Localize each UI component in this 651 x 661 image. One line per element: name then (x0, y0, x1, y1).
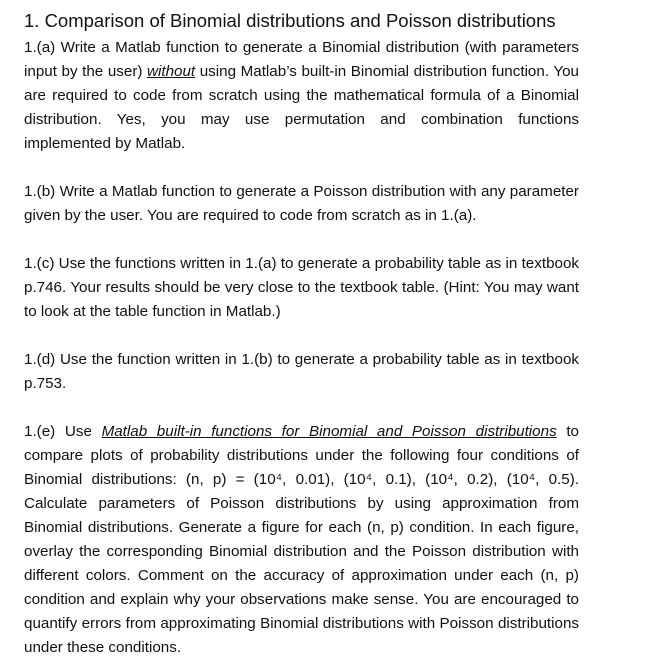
paragraph-1a-text-end: using Matlab’s built-in Binomial distribution function. You are required to code from scratch using the mathematical formula of a Binomial distribution. Yes, you may use permutation and combination functions implemented by Matlab. (24, 63, 579, 152)
paragraph-1d: 1.(d) Use the function written in 1.(b) to generate a probability table as in textbook p.753. (24, 351, 579, 392)
paragraph-1e (24, 420, 579, 660)
paragraph-1a (24, 36, 579, 156)
paragraph-1e-text-start: 1.(e) Use (24, 423, 102, 440)
paragraph-1c: 1.(c) Use the functions written in 1.(a) to generate a probability table as in textbook p.746. Your results should be very close to the textbook table. (Hint: You may want to look at the table function in Matlab.) (24, 255, 579, 320)
emphasis-without: without (147, 63, 196, 80)
paragraph-1e-text-end: to compare plots of probability distributions under the following four conditions of Binomial distributions: (n, p) = (10⁴, 0.01), (10⁴, 0.1), (10⁴, 0.2), (10⁴, 0.5). Calculate parameters of Poisson distributions by using approximation from Binomial distributions. Generate a figure for each (n, p) condition. In each figure, overlay the corresponding Binomial distribution and the Poisson distribution with different colors. Comment on the accuracy of approximation under each (n, p) condition and explain why your observations make sense. You are encouraged to quantify errors from approximating Binomial distributions with Poisson distributions under these conditions. (24, 423, 579, 656)
paragraph-1a-text-start: 1.(a) Write a Matlab function to generate a Binomial distribution (with parameters input by the user) (24, 39, 579, 80)
builtin-functions-phrase: Matlab built-in functions for Binomial and Poisson distributions (101, 423, 557, 440)
paragraph-1b: 1.(b) Write a Matlab function to generate a Poisson distribution with any parameter given by the user. You are required to code from scratch as in 1.(a). (24, 183, 579, 224)
section-title: 1. Comparison of Binomial distributions and Poisson distributions (24, 10, 556, 31)
